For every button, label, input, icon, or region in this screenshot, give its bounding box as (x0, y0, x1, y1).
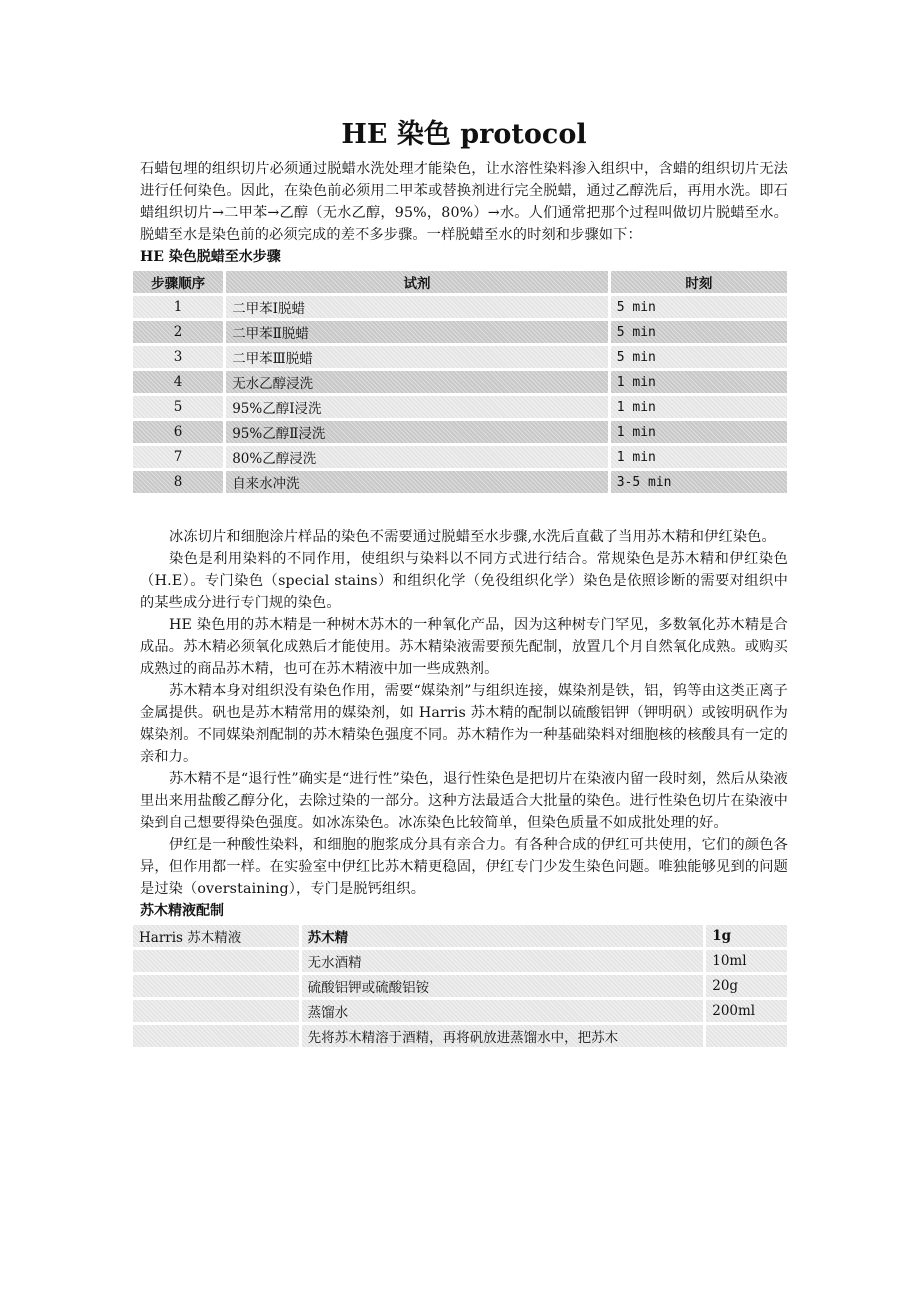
time-cell: 1 min (611, 396, 787, 418)
step-cell: 4 (133, 371, 223, 393)
header-time: 时刻 (611, 271, 787, 293)
step-cell: 8 (133, 471, 223, 493)
reagent-cell: 无水乙醇浸洗 (226, 371, 608, 393)
body-paragraph: 苏木精本身对组织没有染色作用，需要“媒染剂”与组织连接，媒染剂是铁，铝，钨等由这类正离子金属提供。矾也是苏木精常用的媒染剂，如 Harris 苏木精的配制以硫酸铝钾（钾明矾）或铵明矾作为媒染剂。不同媒染剂配制的苏木精染色强度不同。苏木精作为一种基础染料对细胞核的核酸具有一定的亲和力。 (140, 683, 788, 765)
table-row (133, 371, 787, 393)
table-row (133, 471, 787, 493)
recipe-name-cell (133, 1025, 299, 1047)
time-cell: 3-5 min (611, 471, 787, 493)
time-cell: 5 min (611, 321, 787, 343)
recipe-item-cell: 蒸馏水 (302, 1000, 704, 1022)
recipe-amount-cell: 20g (706, 975, 787, 997)
table-row (133, 396, 787, 418)
table1-caption: HE 染色脱蜡至水步骤 (140, 249, 281, 265)
body-paragraph: 伊红是一种酸性染料，和细胞的胞浆成分具有亲合力。有各种合成的伊红可共使用，它们的颜色各异，但作用都一样。在实验室中伊红比苏木精更稳固，伊红专门少发生染色问题。唯独能够见到的问题是过染（overstaining），专门是脱钙组织。 (140, 837, 788, 897)
time-cell: 1 min (611, 371, 787, 393)
recipe-name-cell: Harris 苏木精液 (133, 925, 299, 947)
recipe-amount-cell: 1g (706, 925, 787, 947)
document-title: HE 染色 protocol (341, 119, 587, 150)
table-row (133, 950, 787, 972)
step-cell: 7 (133, 446, 223, 468)
table-row (133, 446, 787, 468)
reagent-cell: 自来水冲洗 (226, 471, 608, 493)
body-paragraph: 苏木精不是“退行性”确实是“进行性”染色，退行性染色是把切片在染液内留一段时刻，然后从染液里出来用盐酸乙醇分化，去除过染的一部分。这种方法最适合大批量的染色。进行性染色切片在染液中染到自己想要得染色强度。如冰冻染色。冰冻染色比较简单，但染色质量不如成批处理的好。 (140, 771, 788, 831)
document-content (140, 118, 788, 1050)
step-cell: 6 (133, 421, 223, 443)
step-cell: 2 (133, 321, 223, 343)
recipe-item-cell: 硫酸铝钾或硫酸铝铵 (302, 975, 704, 997)
table-row (133, 975, 787, 997)
table-row (133, 1000, 787, 1022)
table-row (133, 925, 787, 947)
recipe-amount-cell (706, 1025, 787, 1047)
reagent-cell: 二甲苯Ⅱ脱蜡 (226, 321, 608, 343)
step-cell: 1 (133, 296, 223, 318)
table-header-row (133, 271, 787, 293)
header-reagent: 试剂 (226, 271, 608, 293)
reagent-cell: 80%乙醇浸洗 (226, 446, 608, 468)
table2-caption: 苏木精液配制 (140, 903, 224, 919)
table-row (133, 346, 787, 368)
recipe-item-cell: 无水酒精 (302, 950, 704, 972)
recipe-amount-cell: 10ml (706, 950, 787, 972)
recipe-amount-cell: 200ml (706, 1000, 787, 1022)
step-cell: 5 (133, 396, 223, 418)
recipe-item-cell: 先将苏木精溶于酒精，再将矾放进蒸馏水中，把苏木 (302, 1025, 704, 1047)
reagent-cell: 二甲苯Ⅰ脱蜡 (226, 296, 608, 318)
hematoxylin-recipe-table (130, 922, 790, 1050)
body-paragraph: 染色是利用染料的不同作用，使组织与染料以不同方式进行结合。常规染色是苏木精和伊红染色（H.E）。专门染色（special stains）和组织化学（免役组织化学）染色是依照诊断的需要对组织中的某些成分进行专门规的染色。 (140, 551, 788, 611)
table-row (133, 421, 787, 443)
reagent-cell: 95%乙醇Ⅱ浸洗 (226, 421, 608, 443)
table-row (133, 321, 787, 343)
step-cell: 3 (133, 346, 223, 368)
table-row (133, 296, 787, 318)
time-cell: 5 min (611, 346, 787, 368)
table-row (133, 1025, 787, 1047)
time-cell: 5 min (611, 296, 787, 318)
dewax-steps-table (130, 268, 790, 496)
body-paragraph: HE 染色用的苏木精是一种树木苏木的一种氧化产品，因为这种树专门罕见，多数氧化苏木精是合成品。苏木精必须氧化成熟后才能使用。苏木精染液需要预先配制，放置几个月自然氧化成熟。或购买成熟过的商品苏木精，也可在苏木精液中加一些成熟剂。 (140, 617, 788, 677)
recipe-name-cell (133, 950, 299, 972)
time-cell: 1 min (611, 446, 787, 468)
reagent-cell: 95%乙醇Ⅰ浸洗 (226, 396, 608, 418)
time-cell: 1 min (611, 421, 787, 443)
header-step: 步骤顺序 (133, 271, 223, 293)
recipe-name-cell (133, 975, 299, 997)
recipe-name-cell (133, 1000, 299, 1022)
body-paragraph: 冰冻切片和细胞涂片样品的染色不需要通过脱蜡至水步骤,水洗后直截了当用苏木精和伊红染色。 (169, 529, 776, 545)
reagent-cell: 二甲苯Ⅲ脱蜡 (226, 346, 608, 368)
spacer (140, 496, 788, 526)
intro-paragraph: 石蜡包埋的组织切片必须通过脱蜡水洗处理才能染色，让水溶性染料渗入组织中，含蜡的组织切片无法进行任何染色。因此，在染色前必须用二甲苯或替换剂进行完全脱蜡，通过乙醇洗后，再用水洗。即石蜡组织切片→二甲苯→乙醇（无水乙醇，95%，80%）→水。人们通常把那个过程叫做切片脱蜡至水。脱蜡至水是染色前的必须完成的差不多步骤。一样脱蜡至水的时刻和步骤如下： (140, 161, 788, 243)
recipe-item-cell: 苏木精 (302, 925, 704, 947)
